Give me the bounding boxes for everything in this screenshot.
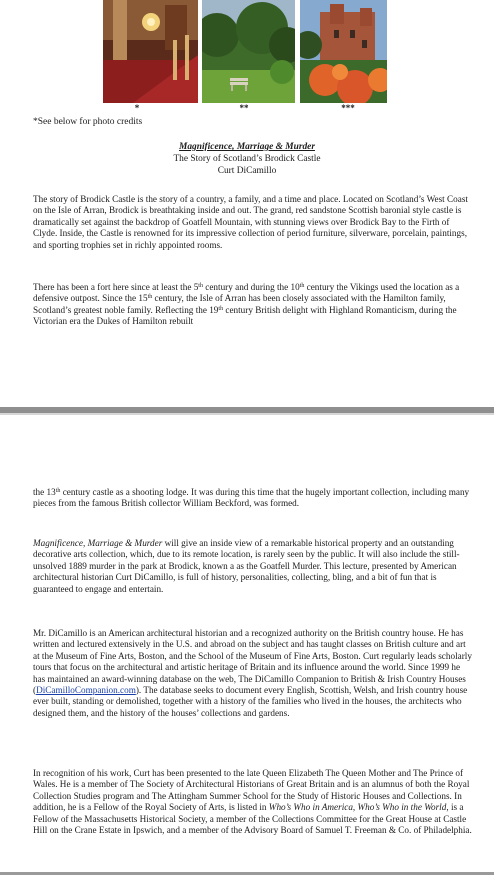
- paragraph-history: There has been a fort here since at least the 5th century and during the 10th century the Vikings used the location as a defensive outpost. Since the 15th century, the Isle of Arran has been closely associated with the Hamilton family, Scotland’s greatest noble family. Reflecting the 19th century British delight with Highland Romanticism, during the Victorian era the Dukes of Hamilton rebuilt: [33, 282, 460, 327]
- photo-mark-2: **: [239, 103, 249, 113]
- photo-garden-bench: [202, 0, 295, 103]
- paragraph-history-continued: the 13th century castle as a shooting lodge. It was during this time that the hugely important collection, including many pieces from the famous British collector William Beckford, was formed.: [33, 487, 470, 509]
- photo-interior-staircase: [103, 0, 198, 103]
- photo-credits-note: *See below for photo credits: [33, 117, 143, 127]
- photo-mark-3: ***: [341, 103, 355, 113]
- lecture-title-block: [0, 141, 494, 177]
- paragraph-intro: The story of Brodick Castle is the story of a country, a family, and a time and place. Located on Scotland’s West Coast on the Isle of Arran, Brodick is breathtaking inside and out. The grand, red sandstone Scottish baronial style castle is dramatically set against the backdrop of Goatfell Mountain, with stunning views over Brodick Bay to the Firth of Clyde. Inside, the Castle is renowned for its impressive collection of period furniture, silverware, porcelain, paintings, and sporting trophies set in richly appointed rooms.: [33, 194, 468, 250]
- lecture-title: Magnificence, Marriage & Murder: [179, 142, 315, 152]
- photo-mark-1: *: [134, 103, 140, 113]
- lecture-subtitle: The Story of Scotland’s Brodick Castle: [173, 154, 321, 164]
- photo-castle-exterior: [300, 0, 387, 103]
- paragraph-lecture-description: Magnificence, Marriage & Murder will give an inside view of a remarkable historical property and an outstanding decorative arts collection, which, due to its remote location, is rarely seen by the public. It will also include the still-unsolved 1889 murder in the park at Brodick, known a as the Goatfell Murder. This lecture, presented by American architectural historian Curt DiCamillo, is full of history, personalities, collecting, bling, and a bit of fun that is guaranteed to engage and entertain.: [33, 538, 460, 594]
- paragraph-recognition: In recognition of his work, Curt has been presented to the late Queen Elizabeth The Queen Mother and The Prince of Wales. He is a member of The Society of Architectural Historians of Great Britain and is an alumnus of both the Royal Collection Studies program and The Attingham Summer School for the Study of Historic Houses and Collections. In addition, he is a Fellow of the Royal Society of Arts, is listed in Who’s Who in America, Who’s Who in the World, is a Fellow of the Massachusetts Historical Society, a member of the Collections Committee for the Great House at Castle Hill on the Crane Estate in Ipswich, and a member of the Advisory Board of Samuel T. Freeman & Co. of Philadelphia.: [33, 768, 472, 836]
- dicamillo-companion-link[interactable]: DiCamilloCompanion.com: [36, 685, 136, 696]
- paragraph-biography: Mr. DiCamillo is an American architectural historian and a recognized authority on the British country house. He has written and lectured extensively in the U.S. and abroad on the subject and has taught classes on British culture and art at the Museum of Fine Arts, Boston, and the School of the Museum of Fine Arts, Boston. Curt regularly leads scholarly tours that focus on the architectural and artistic heritage of Britain and its influence around the world. Since 1999 he has maintained an award-winning database on the web, The DiCamillo Companion to British & Irish Country Houses (DiCamilloCompanion.com). The database seeks to document every English, Scottish, Welsh, and Irish country house ever built, standing or demolished, together with a history of the families who lived in the houses, the architects who designed them, and the history of the houses’ collections and gardens.: [33, 628, 472, 718]
- lecture-author: Curt DiCamillo: [217, 166, 277, 176]
- page-break-shadow: [0, 413, 494, 415]
